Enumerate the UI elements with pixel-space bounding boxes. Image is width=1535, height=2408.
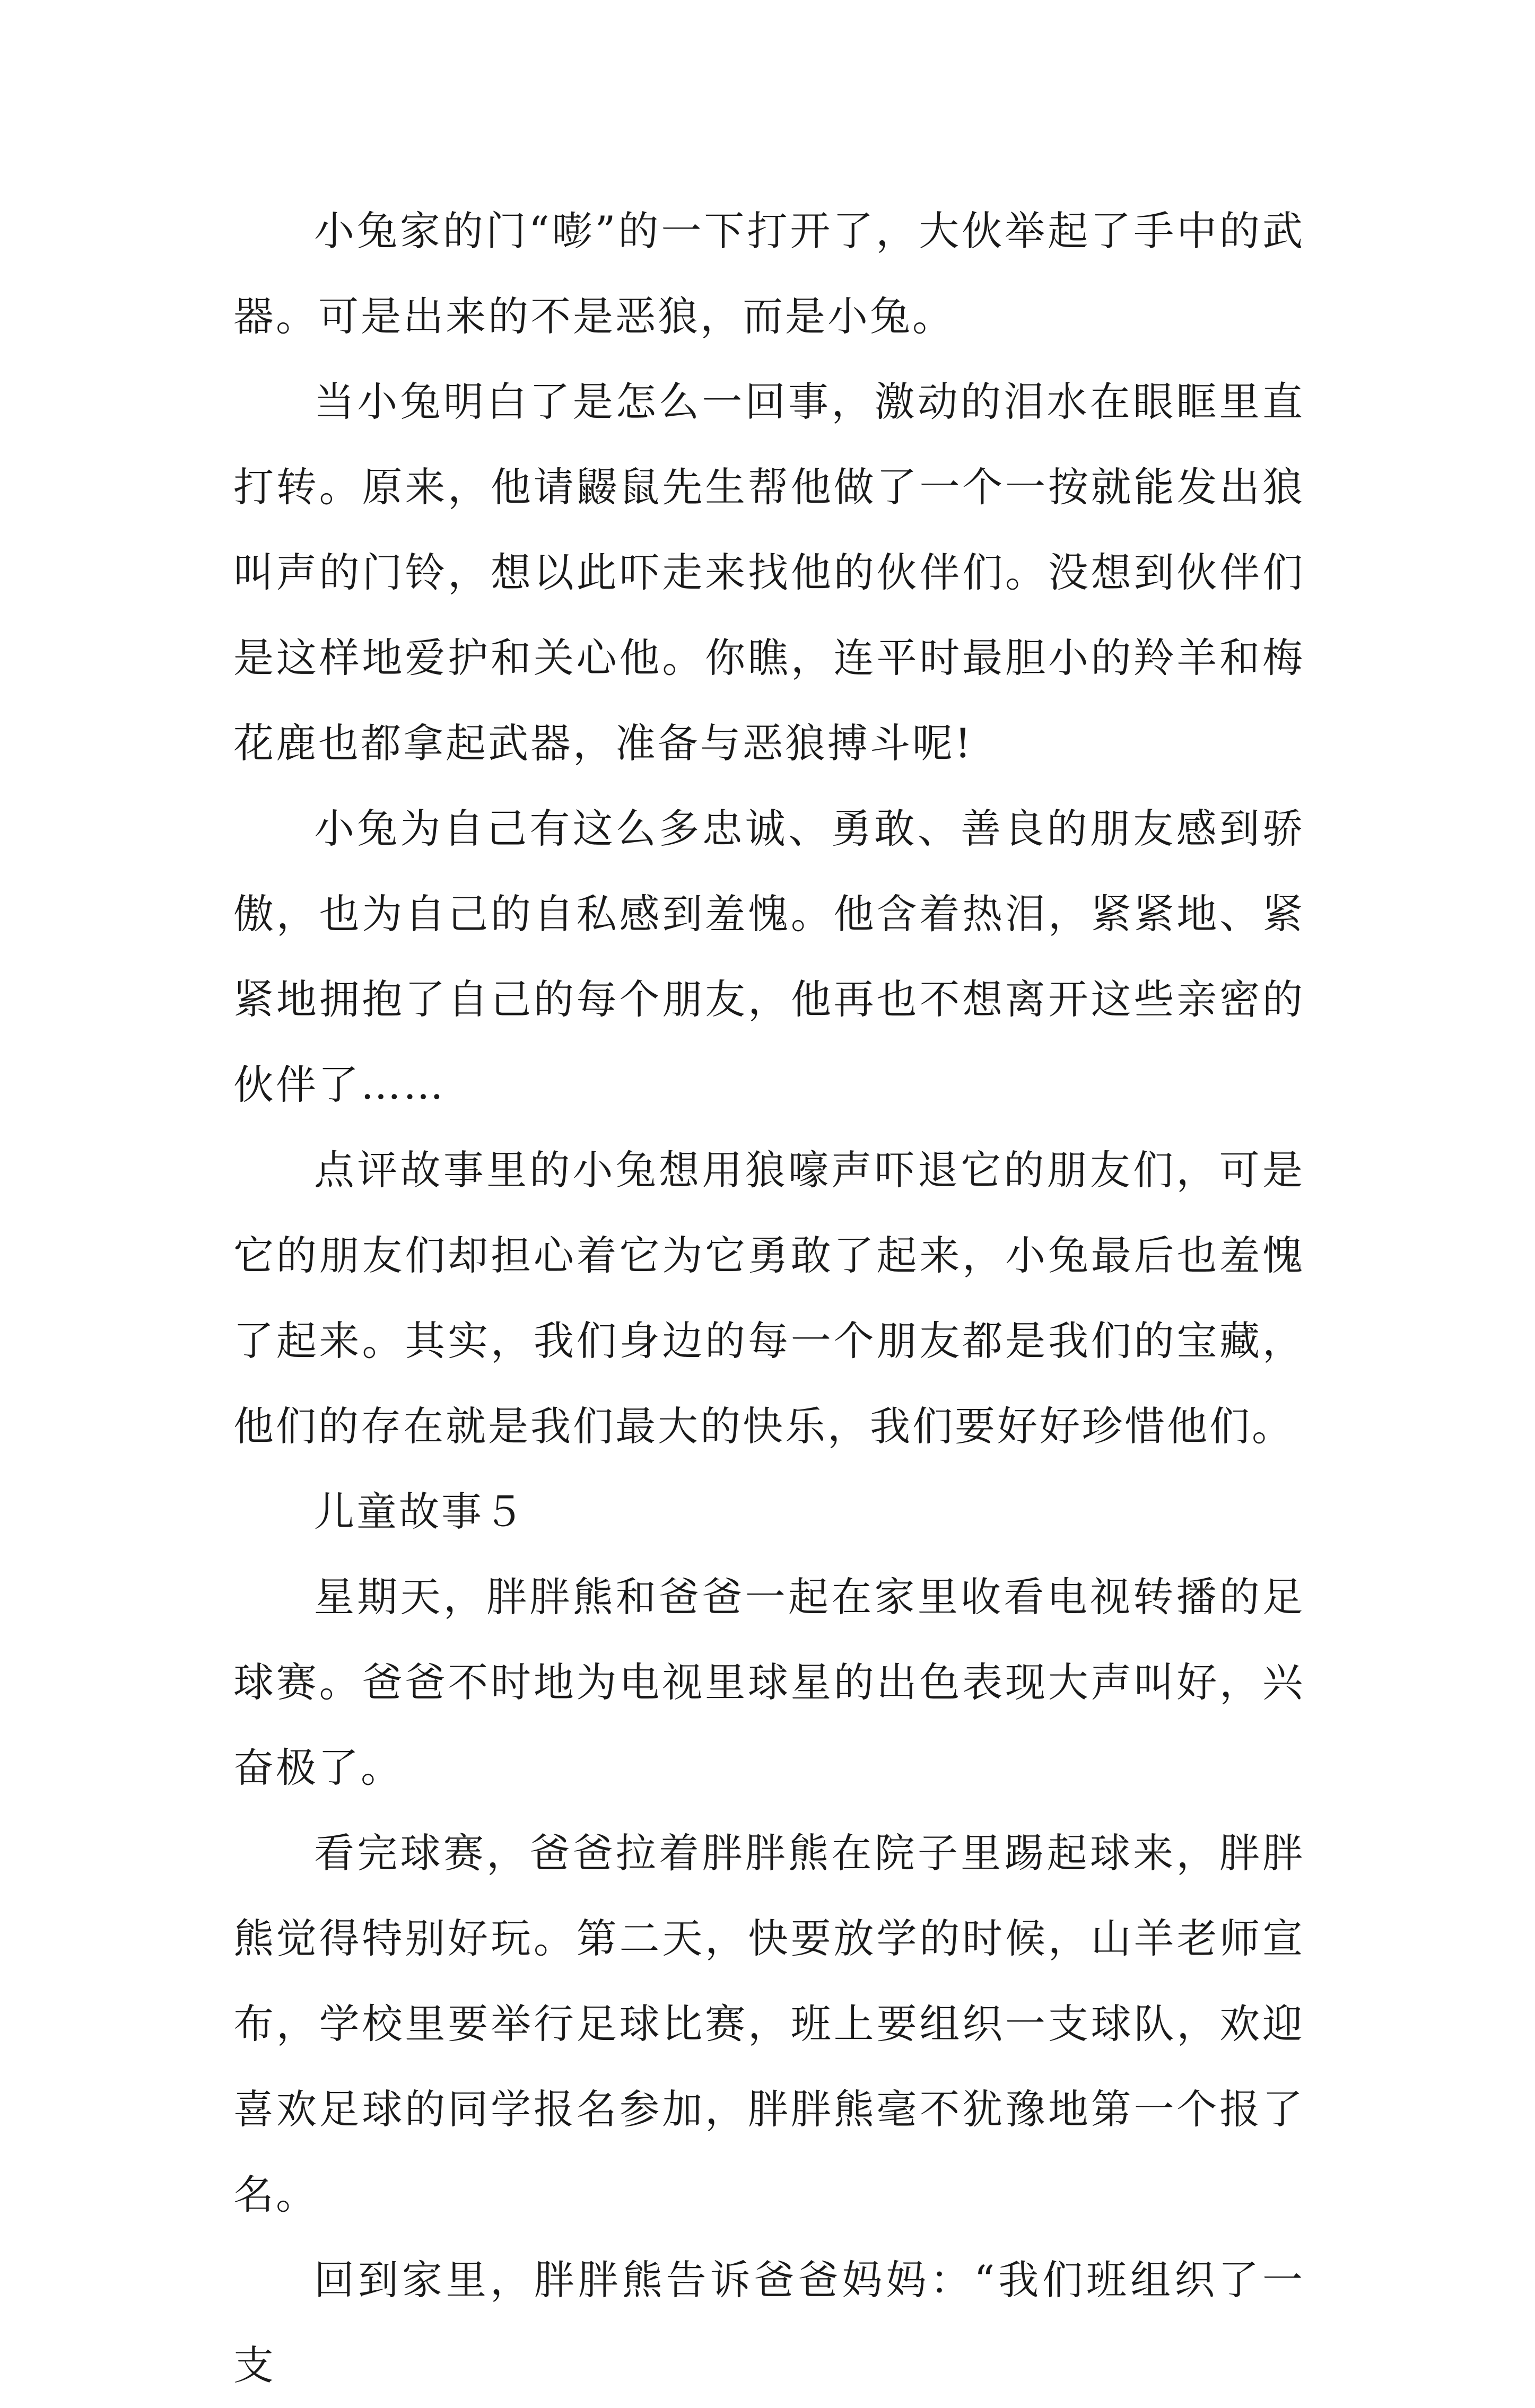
paragraph-sunday-football: 星期天，胖胖熊和爸爸一起在家里收看电视转播的足球赛。爸爸不时地为电视里球星的出色表现大声叫好，兴奋极了。: [233, 1573, 1305, 1791]
paragraph-commentary: 点评故事里的小兔想用狼嚎声吓退它的朋友们，可是它的朋友们却担心着它为它勇敢了起来，小兔最后也羞愧了起来。其实，我们身边的每一个朋友都是我们的宝藏，他们的存在就是我们最大的快乐，我们要好好珍惜他们。: [233, 1146, 1305, 1450]
paragraph-door-opens: 小兔家的门“嘭”的一下打开了，大伙举起了手中的武器。可是出来的不是恶狼，而是小兔。: [233, 207, 1305, 340]
paragraph-signup: 看完球赛，爸爸拉着胖胖熊在院子里踢起球来，胖胖熊觉得特别好玩。第二天，快要放学的时候，山羊老师宣布，学校里要举行足球比赛，班上要组织一支球队，欢迎喜欢足球的同学报名参加，胖胖熊毫不犹豫地第一个报了名。: [233, 1829, 1305, 2218]
paragraph-back-home: 回到家里，胖胖熊告诉爸爸妈妈：“我们班组织了一支: [233, 2256, 1305, 2389]
story-heading: 儿童故事５: [314, 1488, 526, 1535]
paragraph-rabbit-ashamed: 小兔为自己有这么多忠诚、勇敢、善良的朋友感到骄傲，也为自己的自私感到羞愧。他含着热泪，紧紧地、紧紧地拥抱了自己的每个朋友，他再也不想离开这些亲密的伙伴了……: [233, 805, 1305, 1108]
paragraph-rabbit-realizes: 当小兔明白了是怎么一回事，激动的泪水在眼眶里直打转。原来，他请鼹鼠先生帮他做了一个一按就能发出狼叫声的门铃，想以此吓走来找他的伙伴们。没想到伙伴们是这样地爱护和关心他。你瞧，连平时最胆小的羚羊和梅花鹿也都拿起武器，准备与恶狼搏斗呢!: [233, 378, 1305, 767]
document-body: [233, 188, 1305, 2408]
